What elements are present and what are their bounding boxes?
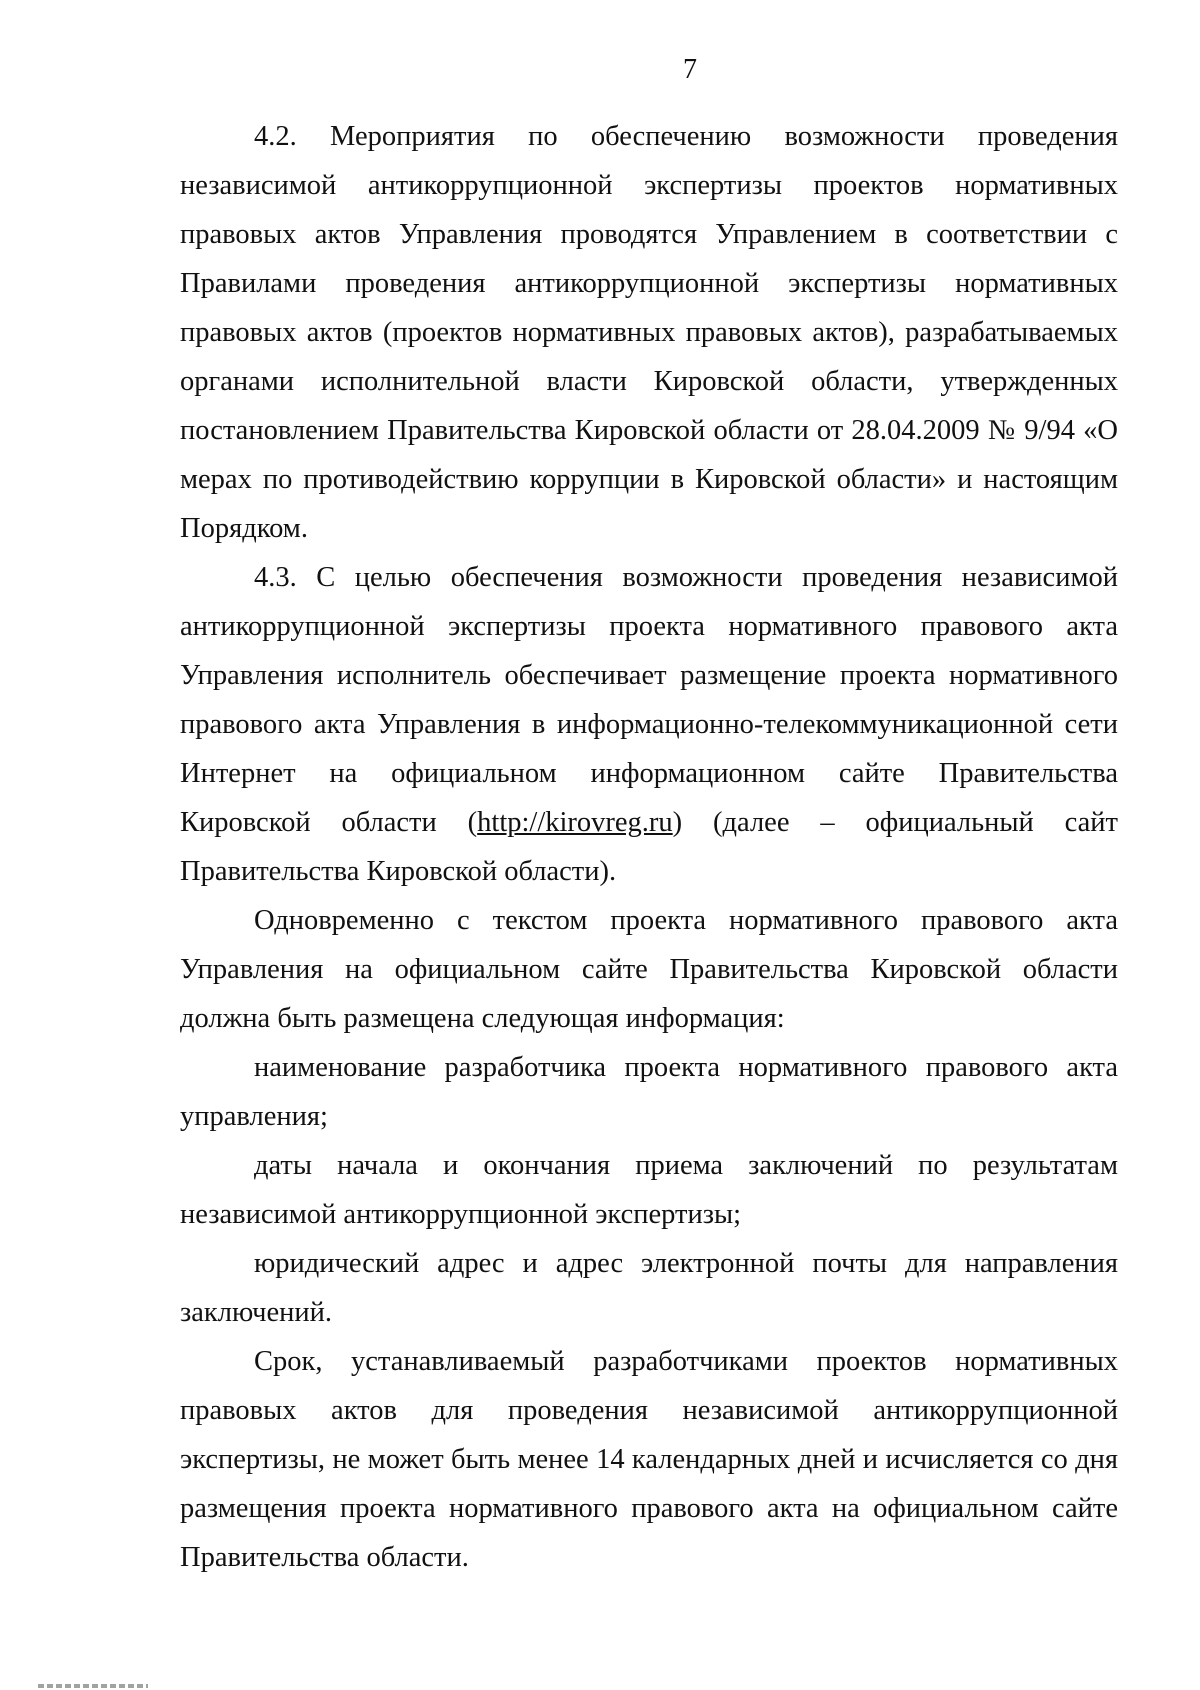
page-number: 7: [683, 54, 697, 85]
paragraph-4-3-text-start: 4.3. С целью обеспечения возможности проведения независимой антикоррупционной экспертизы проекта нормативного правового акта Управления исполнитель обеспечивает размещение проекта нормативного правового акта Управления в информационно-телекоммуникационной сети Интернет на официальном информационном сайте Правительства Кировской области (: [180, 562, 1118, 838]
kirovreg-link[interactable]: http://kirovreg.ru: [477, 807, 673, 838]
paragraph-deadline: Срок, устанавливаемый разработчиками проектов нормативных правовых актов для проведения независимой антикоррупционной экспертизы, не может быть менее 14 календарных дней и исчисляется со дня размещения проекта нормативного правового акта на официальном сайте Правительства области.: [180, 1346, 1118, 1573]
document-body: [180, 112, 1118, 1582]
list-item-dates: даты начала и окончания приема заключений по результатам независимой антикоррупционной экспертизы;: [180, 1150, 1118, 1230]
scan-artifact: [38, 1684, 148, 1688]
paragraph-4-3-text-end: ) (далее – официальный сайт Правительства Кировской области).: [180, 807, 1118, 887]
list-item-address: юридический адрес и адрес электронной почты для направления заключений.: [180, 1248, 1118, 1328]
paragraph-4-2: 4.2. Мероприятия по обеспечению возможности проведения независимой антикоррупционной экспертизы проектов нормативных правовых актов Управления проводятся Управлением в соответствии с Правилами проведения антикоррупционной экспертизы нормативных правовых актов (проектов нормативных правовых актов), разрабатываемых органами исполнительной власти Кировской области, утвержденных постановлением Правительства Кировской области от 28.04.2009 № 9/94 «О мерах по противодействию коррупции в Кировской области» и настоящим Порядком.: [180, 121, 1118, 544]
paragraph-simultaneous-info: Одновременно с текстом проекта нормативного правового акта Управления на официальном сайте Правительства Кировской области должна быть размещена следующая информация:: [180, 905, 1118, 1034]
list-item-developer-name: наименование разработчика проекта нормативного правового акта управления;: [180, 1052, 1118, 1132]
paragraph-4-3: [180, 553, 1118, 896]
